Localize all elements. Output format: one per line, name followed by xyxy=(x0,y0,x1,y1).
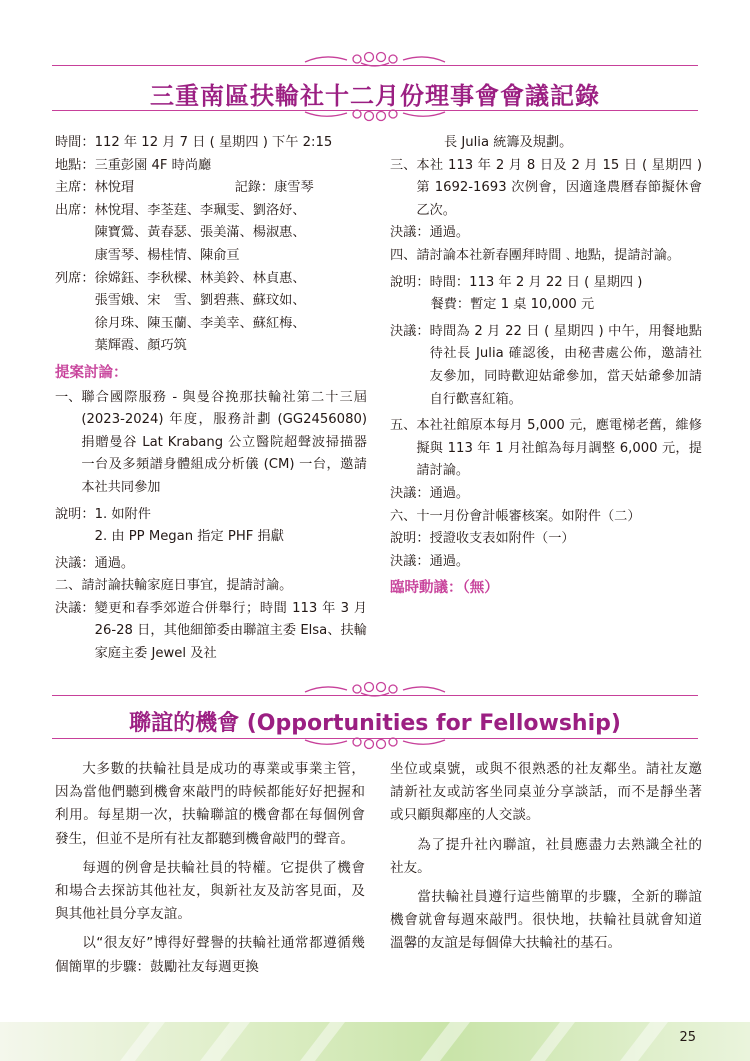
fellowship-paragraph: 大多數的扶輪社員是成功的專業或事業主管，因為當他們聽到機會來敲門的時候都能好好把握和利用。每星期一次，扶輪聯誼的機會都在每個例會發生，但並不是所有社友都聽到機會敲門的聲音。 xyxy=(55,761,365,847)
resolution-value: 時間為 2 月 22 日 ( 星期四 ) 中午，用餐地點待社長 Julia 確認後，由秘書處公佈，邀請社友參加，同時歡迎姑爺參加，當天姑爺參加請自行歡喜紅箱。 xyxy=(429,323,702,407)
note-label: 說明： xyxy=(55,506,95,522)
recorder-value: 記錄：康雪琴 xyxy=(234,180,314,196)
proposal-6-resolution xyxy=(390,551,702,574)
item-number: 二、 xyxy=(55,578,82,594)
proposals-heading: 提案討論： xyxy=(55,364,128,381)
note-label: 說明： xyxy=(390,531,430,547)
place-label: 地點： xyxy=(55,157,95,173)
minutes-right-column xyxy=(390,132,702,602)
footer-stripes-icon xyxy=(0,1022,750,1061)
attend-line: 陳寶鶯、黃春瑟、張美滿、楊淑惠、 xyxy=(94,225,306,241)
meeting-time xyxy=(55,132,367,155)
fellowship-paragraph: 每週的例會是扶輪社員的特權。它提供了機會和場合去探訪其他社友，與新社友及訪客見面，及與其他社員分享友誼。 xyxy=(55,859,365,923)
resolution-value: 通過。 xyxy=(94,555,135,571)
resolution-label: 決議： xyxy=(390,485,430,501)
proposal-3-resolution xyxy=(390,222,702,245)
proposal-4-text: 請討論本社新春團拜時間﹑地點，提請討論。 xyxy=(416,247,681,263)
fellowship-title: 聯誼的機會 (Opportunities for Fellowship) xyxy=(129,711,621,736)
meeting-chair xyxy=(55,177,367,200)
fellowship-top-rule xyxy=(52,695,698,696)
guest-label: 列席： xyxy=(55,270,95,286)
chair-value: 林悅瑁 xyxy=(94,180,135,196)
guest-line: 徐嫦鈺、李秋樑、林美鈴、林貞惠、 xyxy=(94,270,306,286)
fellowship-right-column xyxy=(390,758,702,962)
proposal-2-text: 請討論扶輪家庭日事宜，提請討論。 xyxy=(81,578,293,594)
proposal-3-text: 本社 113 年 2 月 8 日及 2 月 15 日 ( 星期四 ) 第 1692-1693 次例會，因適逢農曆春節擬休會乙次。 xyxy=(416,157,702,218)
fellowship-paragraph: 坐位或桌號，或與不很熟悉的社友鄰坐。請社友邀請新社友或訪客坐同桌並分享談話，而不是靜坐著或只顧與鄰座的人交談。 xyxy=(390,761,702,824)
note-line: 1. 如附件 xyxy=(94,506,151,522)
proposal-2-resolution xyxy=(55,598,367,666)
guest-line: 徐月珠、陳玉蘭、李美幸、蘇紅梅、 xyxy=(94,315,306,331)
guest-line: 葉輝霞、顏巧筑 xyxy=(94,338,187,354)
proposal-1-text: 聯合國際服務 - 與曼谷挽那扶輪社第二十三屆 (2023-2024) 年度，服務計劃 (GG2456080) 捐贈曼谷 Lat Krabang 公立醫院超聲波掃描器一台及多頻譜身體組成分析儀 (CM) 一台，邀請本社共同參加 xyxy=(81,389,367,495)
item-number: 四、 xyxy=(390,247,417,263)
proposal-6 xyxy=(390,506,702,529)
resolution-value: 通過。 xyxy=(429,225,470,241)
continued-text: 長 Julia 統籌及規劃。 xyxy=(444,135,573,150)
top-rule xyxy=(52,65,698,66)
item-number: 六、 xyxy=(390,508,417,524)
chair-label: 主席： xyxy=(55,180,95,196)
resolution-label: 決議： xyxy=(390,225,430,241)
attend-line: 林悅瑁、李荃莛、李珮雯、劉洛妤、 xyxy=(94,202,306,218)
guest-line: 張雪娥、宋 雪、劉碧燕、蘇玟如、 xyxy=(94,293,306,309)
attend-line: 康雪琴、楊桂情、陳俞亘 xyxy=(94,247,240,263)
attendees xyxy=(55,200,367,268)
note-line: 餐費：暫定 1 桌 10,000 元 xyxy=(430,297,595,313)
item-number: 一、 xyxy=(55,389,82,405)
item-number: 五、 xyxy=(390,418,417,434)
proposal-2 xyxy=(55,575,367,598)
resolution-value: 變更和春季郊遊合併舉行；時間 113 年 3 月 26-28 日，其他細節委由聯誼主委 Elsa、扶輪家庭主委 Jewel 及社 xyxy=(94,600,367,662)
proposal-4-note xyxy=(390,272,702,317)
time-label: 時間： xyxy=(55,135,95,150)
proposal-1-resolution xyxy=(55,553,367,576)
proposal-1 xyxy=(55,387,367,500)
proposal-3 xyxy=(390,155,702,223)
note-line: 授證收支表如附件（一） xyxy=(429,531,575,547)
resolution-value: 通過。 xyxy=(429,553,470,569)
place-value: 三重彭園 4F 時尚廳 xyxy=(94,157,212,173)
page-number: 25 xyxy=(679,1030,696,1045)
guests xyxy=(55,268,367,358)
resolution-label: 決議： xyxy=(390,323,430,339)
fellowship-left-column xyxy=(55,758,365,985)
resolution-value: 通過。 xyxy=(429,485,470,501)
proposal-5 xyxy=(390,415,702,483)
resolution-label: 決議： xyxy=(55,555,95,571)
meeting-place xyxy=(55,155,367,178)
note-line: 時間：113 年 2 月 22 日 ( 星期四 ) xyxy=(429,274,643,290)
ornament-under-title-icon xyxy=(295,104,455,126)
proposal-4 xyxy=(390,245,702,268)
item-number: 三、 xyxy=(390,157,417,173)
proposal-1-note xyxy=(55,504,367,549)
note-label: 說明： xyxy=(390,274,430,290)
time-value: 112 年 12 月 7 日 ( 星期四 ) 下午 2:15 xyxy=(94,135,333,150)
proposal-5-text: 本社社館原本每月 5,000 元，應電梯老舊，維修擬與 113 年 1 月社館為每月調整 6,000 元，提請討論。 xyxy=(416,418,702,479)
attend-label: 出席： xyxy=(55,202,95,218)
resolution-label: 決議： xyxy=(390,553,430,569)
fellowship-paragraph: 為了提升社內聯誼，社員應盡力去熟識全社的社友。 xyxy=(390,836,702,876)
fellowship-paragraph: 以“很友好”博得好聲譽的扶輪社通常都遵循幾個簡單的步驟：鼓勵社友每週更換 xyxy=(55,935,365,975)
ornament-fellowship-bottom-icon xyxy=(295,732,455,754)
proposal-5-resolution xyxy=(390,483,702,506)
proposal-4-resolution xyxy=(390,321,702,411)
fellowship-paragraph: 當扶輪社員遵行這些簡單的步驟，全新的聯誼機會就會每週來敲門。很快地，扶輪社員就會知道溫馨的友誼是每個偉大扶輪社的基石。 xyxy=(390,889,702,952)
minutes-left-column xyxy=(55,132,367,666)
resolution-label: 決議： xyxy=(55,600,95,616)
minutes-title: 三重南區扶輪社十二月份理事會會議記錄 xyxy=(150,82,600,110)
adhoc-motions: 臨時動議：（無） xyxy=(390,580,499,597)
note-line: 2. 由 PP Megan 指定 PHF 捐獻 xyxy=(94,529,284,545)
proposal-6-text: 十一月份會計帳審核案。如附件（二） xyxy=(416,508,641,524)
proposal-6-note xyxy=(390,528,702,551)
